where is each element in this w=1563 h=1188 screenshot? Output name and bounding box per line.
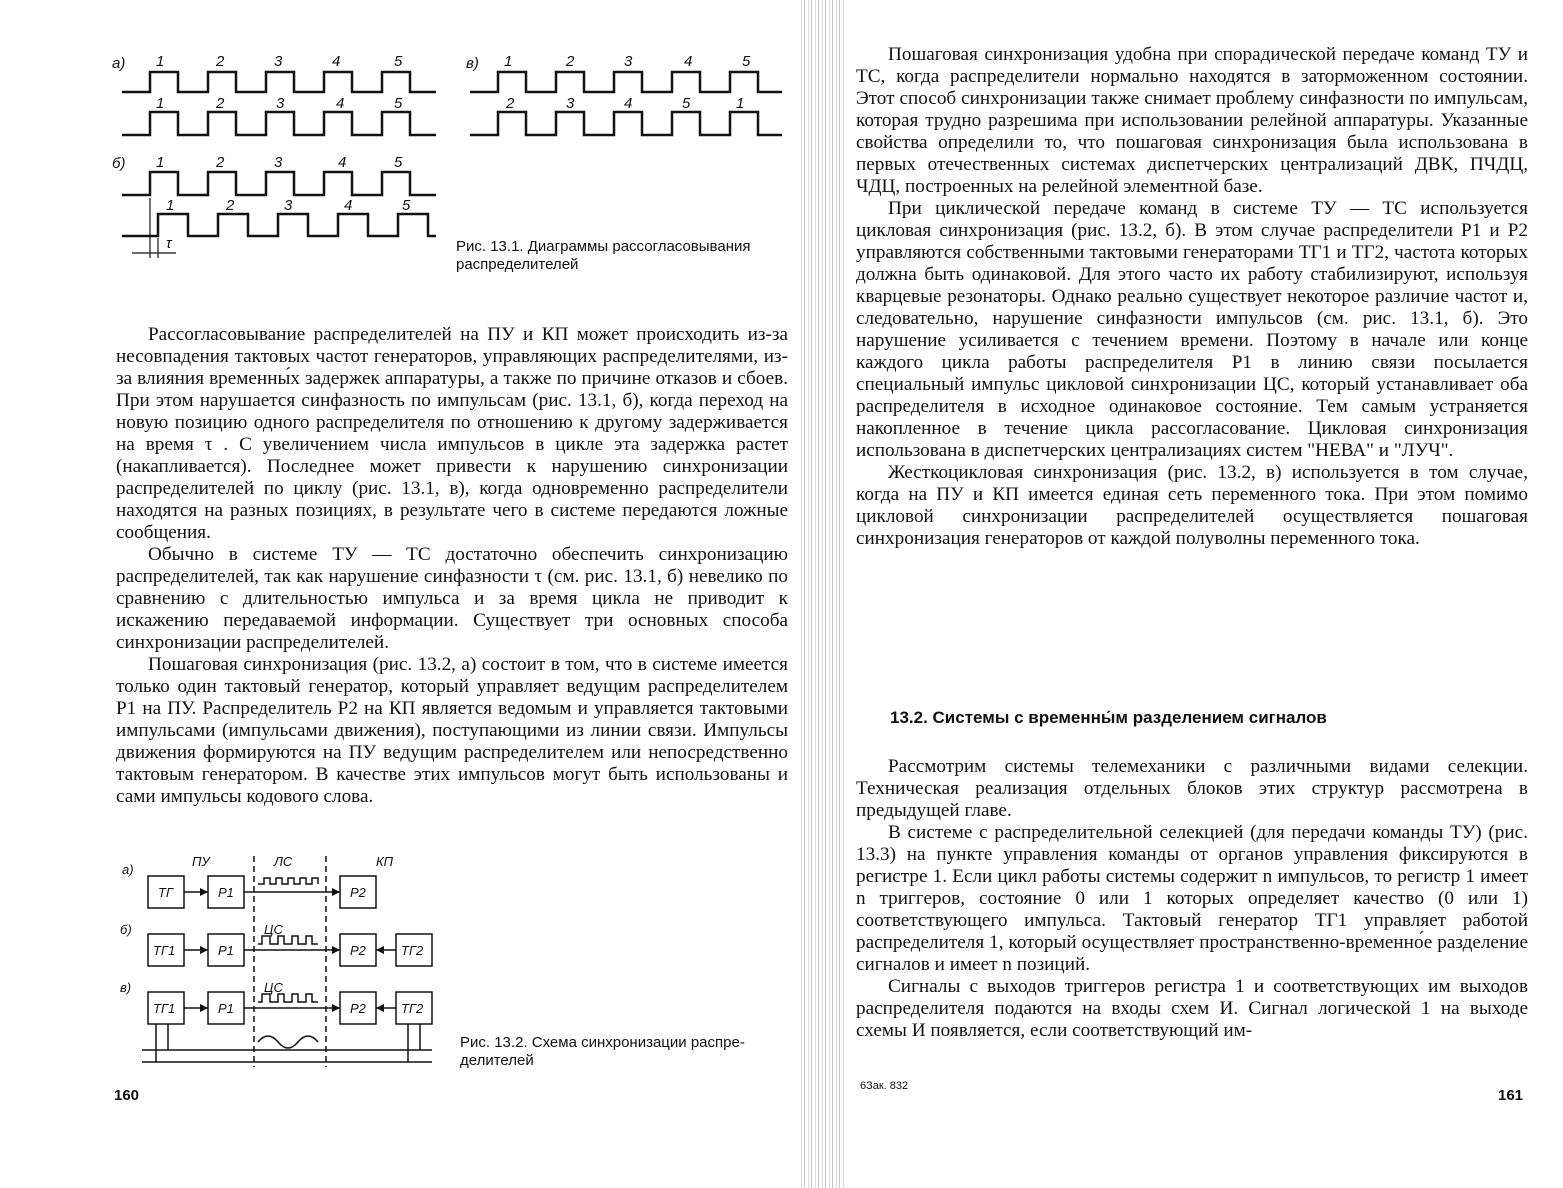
header-pu: ПУ [192, 854, 210, 869]
caption-line: Рис. 13.2. Схема синхронизации распре- [460, 1034, 745, 1051]
caption-line: распределителей [456, 256, 579, 273]
block-p1: Р1 [218, 1001, 234, 1016]
tau-label: τ [166, 235, 172, 252]
figure-13-1-caption [456, 238, 796, 274]
v-bottom-num: 5 [682, 95, 691, 112]
right-body-text [856, 44, 1528, 550]
label-v: в) [466, 55, 479, 72]
a-top-num: 2 [216, 53, 225, 70]
v-top-num: 4 [684, 53, 693, 70]
header-ls: ЛС [274, 854, 293, 869]
block-p2: Р2 [350, 885, 366, 900]
v-top-num: 1 [504, 53, 513, 70]
caption-line: Рис. 13.1. Диаграммы рассогласовывания [456, 238, 751, 255]
page-number: 161 [1498, 1087, 1524, 1104]
block-tg1: ТГ1 [153, 943, 176, 958]
b-top-num: 4 [338, 154, 347, 171]
a-top-num: 3 [274, 53, 283, 70]
waveform-a-top [122, 72, 436, 92]
right-page [812, 0, 1563, 1188]
block-p1: Р1 [218, 885, 234, 900]
label-b: б) [120, 922, 132, 937]
label-a: а) [122, 862, 134, 877]
v-top-num: 5 [742, 53, 751, 70]
a-bottom-num: 1 [156, 95, 165, 112]
a-bottom-num: 5 [394, 95, 403, 112]
b-bottom-num: 1 [166, 197, 175, 214]
block-tg2: ТГ2 [401, 1001, 424, 1016]
b-bottom-num: 5 [402, 197, 411, 214]
a-top-num: 4 [332, 53, 341, 70]
a-bottom-num: 4 [336, 95, 345, 112]
header-kp: КП [376, 854, 394, 869]
paragraph: Сигналы с выходов триггеров регистра 1 и соответствующих им выходов распределителя подаются на входы схем И. Сигнал логической 1 на выходе схемы И появляется, если соответствующий им- [856, 976, 1528, 1041]
figure-13-2-caption [460, 1034, 790, 1070]
v-bottom-num: 1 [736, 95, 745, 112]
figure-13-2 [112, 852, 802, 1077]
a-top-num: 5 [394, 53, 403, 70]
label-cs: ЦС [264, 980, 283, 995]
waveform-a-bottom [122, 112, 436, 135]
v-bottom-num: 4 [624, 95, 633, 112]
b-top-num: 2 [216, 154, 225, 171]
paragraph: Рассмотрим системы телемеханики с различными видами селекции. Техническая реализация отдельных блоков этих структур рассмотрена в предыдущей главе. [856, 756, 1528, 821]
block-tg2: ТГ2 [401, 943, 424, 958]
b-bottom-num: 4 [344, 197, 353, 214]
label-cs: ЦС [264, 922, 283, 937]
v-top-num: 2 [566, 53, 575, 70]
printer-footnote: 6Зак. 832 [860, 1080, 909, 1092]
label-b: б) [112, 155, 126, 172]
label-v: в) [120, 980, 132, 995]
a-bottom-num: 3 [276, 95, 285, 112]
paragraph: Пошаговая синхронизация (рис. 13.2, а) состоит в том, что в системе имеется только один тактовый генератор, который управляет ведущим распределителем Р1 на ПУ. Распределитель Р2 на КП является ведомым и управляется тактовыми импульсами (импульсами движения), поступающими из линии связи. Импульсы движения формируются на ПУ ведущим распределителем или непосредственно тактовым генератором. В качестве этих импульсов могут быть использованы и сами импульсы кодового слова. [116, 654, 788, 807]
a-top-num: 1 [156, 53, 165, 70]
block-p2: Р2 [350, 1001, 366, 1016]
b-bottom-num: 2 [226, 197, 235, 214]
a-bottom-num: 2 [216, 95, 225, 112]
waveform-b-top [122, 172, 436, 195]
b-top-num: 1 [156, 154, 165, 171]
paragraph: При циклической передаче команд в системе ТУ — ТС используется цикловая синхронизация (рис. 13.2, б). В этом случае распределители Р1 и Р2 управляются собственными тактовыми генераторами ТГ1 и ТГ2, частота которых должна быть одинаковой. Для этого часто их работу стабилизируют, используя кварцевые резонаторы. Однако реально существует некоторое различие частот и, следовательно, нарушение синфазности импульсов (см. рис. 13.1, б). Это нарушение усиливается с течением времени. Поэтому в начале или конце каждого цикла работы распределителя Р1 в линию связи посылается специальный импульс цикловой синхронизации ЦС, который устанавливает оба распределителя в исходное одинаковое состояние. Тем самым устраняется накопленное в течение цикла рассогласование. Цикловая синхронизация использована в диспетчерских централизациях систем "НЕВА" и "ЛУЧ". [856, 198, 1528, 461]
paragraph: Жесткоцикловая синхронизация (рис. 13.2, в) используется в том случае, когда на ПУ и КП имеется единая сеть переменного тока. При этом помимо цикловой синхронизации распределителей осуществляется пошаговая синхронизация генераторов от каждой полуволны переменного тока. [856, 462, 1528, 549]
v-bottom-num: 3 [566, 95, 575, 112]
block-p1: Р1 [218, 943, 234, 958]
paragraph: Пошаговая синхронизация удобна при спорадической передаче команд ТУ и ТС, когда распределители нормально находятся в заторможенном состоянии. Этот способ синхронизации также снимает проблему синфазности по импульсам, которая трудно разрешима при использовании релейной аппаратуры. Указанные свойства определили то, что пошаговая синхронизация была использована в первых отечественных системах диспетчерских централизаций ДВК, ПЧДЦ, ЧДЦ, построенных на релейной элементной базе. [856, 44, 1528, 197]
waveform-v-top [470, 72, 782, 92]
page-number: 160 [114, 1087, 140, 1104]
v-bottom-num: 2 [506, 95, 515, 112]
block-tg1: ТГ1 [153, 1001, 176, 1016]
label-a: а) [112, 55, 126, 72]
section-heading: 13.2. Системы с временны́м разделением сигналов [890, 708, 1327, 727]
block-tg: ТГ [158, 885, 174, 900]
figure-13-1 [110, 48, 800, 278]
v-top-num: 3 [624, 53, 633, 70]
block-p2: Р2 [350, 943, 366, 958]
right-body-text-2 [856, 756, 1528, 1042]
left-body-text [116, 324, 788, 808]
caption-line: делителей [460, 1052, 534, 1069]
waveform-b-bottom [122, 214, 436, 236]
waveform-v-bottom [470, 112, 782, 135]
b-bottom-num: 3 [284, 197, 293, 214]
b-top-num: 3 [274, 154, 283, 171]
paragraph: В системе с распределительной селекцией (для передачи команды ТУ) (рис. 13.3) на пункте управления команды от органов управления фиксируются в регистре 1. Если цикл работы системы содержит n импульсов, то регистр 1 имеет n триггеров, состояние 0 или 1 которых определяет качество (0 или 1) соответствующего импульса. Тактовый генератор ТГ1 управляет работой распределителя 1, который осуществляет пространственно-временно́е разделение сигналов и имеет n позиций. [856, 822, 1528, 975]
paragraph: Обычно в системе ТУ — ТС достаточно обеспечить синхронизацию распределителей, так как нарушение синфазности τ (см. рис. 13.1, б) невелико по сравнению с длительностью импульса и за время цикла не приводит к искажению передаваемой информации. Существует три основных способа синхронизации распределителей. [116, 544, 788, 653]
b-top-num: 5 [394, 154, 403, 171]
paragraph: Рассогласовывание распределителей на ПУ и КП может происходить из-за несовпадения тактовых частот генераторов, управляющих распределителями, из-за влияния временны́х задержек аппаратуры, а также по причине отказов и сбоев. При этом нарушается синфазность по импульсам (рис. 13.1, б), когда переход на новую позицию одного распределителя по отношению к другому задерживается на время τ . С увеличением числа импульсов в цикле эта задержка растет (накапливается). Последнее может привести к нарушению синхронизации распределителей по циклу (рис. 13.1, в), когда одновременно распределители находятся на разных позициях, в результате чего в системе передаются ложные сообщения. [116, 324, 788, 543]
